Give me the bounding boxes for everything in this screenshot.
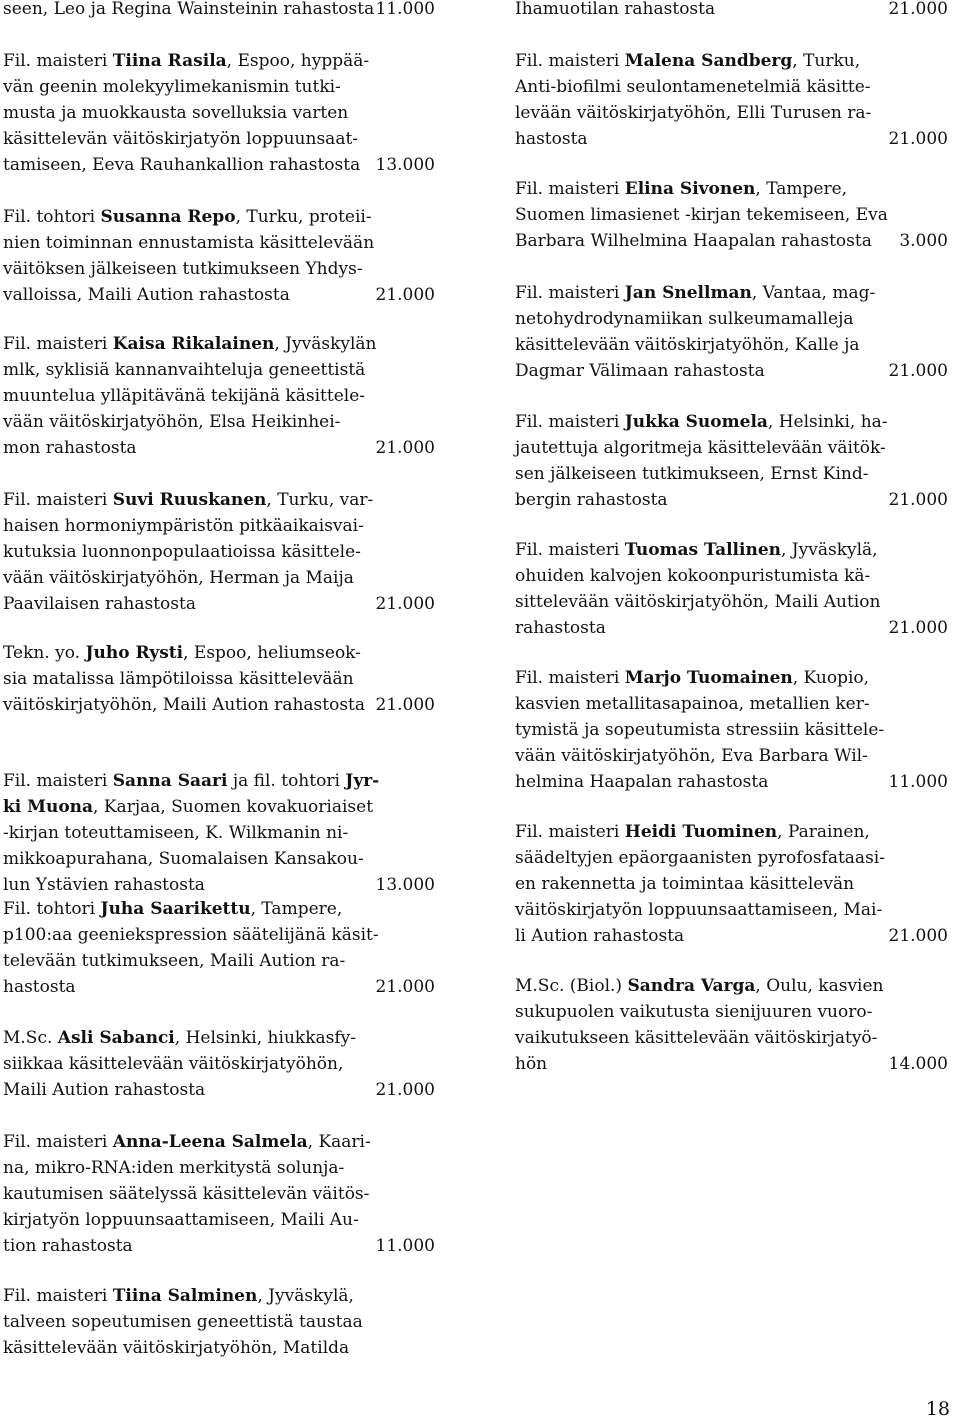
entry-text: , Espoo, hyppää- [226,51,370,71]
grant-amount: 13.000 [375,875,435,895]
entry-line [3,948,435,974]
entry-text: ohuiden kalvojen kokoonpuristumista kä- [515,566,871,586]
entry-line [515,48,948,74]
entry-text: Paavilaisen rahastosta [3,594,196,614]
recipient-name: Jan Snellman [624,283,752,303]
entry-text: sukupuolen vaikutusta sienijuuren vuoro- [515,1002,873,1022]
entry-line [515,435,948,461]
grant-amount: 21.000 [888,361,948,381]
entry-text: säädeltyjen epäorgaanisten pyrofosfataasi- [515,848,885,868]
grant-entry [515,665,948,795]
entry-line [515,0,948,22]
entry-text: , Tampere, [755,179,848,199]
entry-line [515,461,948,487]
entry-line [3,1207,435,1233]
grant-amount: 21.000 [375,438,435,458]
entry-text: lun Ystävien rahastosta [3,875,205,895]
entry-line [3,591,435,617]
entry-text: na, mikro-RNA:iden merkitystä solunja- [3,1158,345,1178]
entry-text: , Jyväskylä, [781,540,878,560]
entry-line [3,539,435,565]
entry-text: vään väitöskirjatyöhön, Elsa Heikinhei- [3,412,341,432]
entry-text: kautumisen säätelyssä käsittelevän väitös- [3,1184,370,1204]
entry-line [3,282,435,308]
entry-text: Fil. maisteri [515,822,625,842]
entry-text: Fil. maisteri [3,490,113,510]
entry-line [3,1129,435,1155]
recipient-name: Sandra Varga [627,976,756,996]
entry-text: en rakennetta ja toimintaa käsittelevän [515,874,855,894]
entry-line [3,331,435,357]
entry-text: M.Sc. (Biol.) [515,976,628,996]
recipient-name: Marjo Tuomainen [624,668,793,688]
entry-text: Fil. tohtori [3,899,101,919]
entry-line [515,871,948,897]
entry-text: vaikutukseen käsittelevään väitöskirjatyö- [515,1028,878,1048]
entry-text: , Espoo, heliumseok- [183,643,361,663]
entry-text: Fil. maisteri [3,334,113,354]
entry-text: li Aution rahastosta [515,926,685,946]
entry-text: , Vantaa, mag- [751,283,876,303]
grant-amount: 14.000 [888,1054,948,1074]
entry-text: , Turku, var- [266,490,374,510]
entry-text: musta ja muokkausta sovelluksia varten [3,103,349,123]
entry-text: Fil. tohtori [3,207,101,227]
entry-text: netohydrodynamiikan sulkeumamalleja [515,309,854,329]
entry-line [515,1025,948,1051]
entry-line [515,1051,948,1077]
entry-text: Fil. maisteri [515,179,625,199]
entry-line [3,640,435,666]
entry-line [515,409,948,435]
entry-line [515,589,948,615]
entry-line [3,1181,435,1207]
grant-entry [3,48,435,178]
entry-line [515,845,948,871]
entry-text: helmina Haapalan rahastosta [515,772,769,792]
entry-text: väitöskirjatyön loppuunsaattamiseen, Mai- [515,900,883,920]
grant-amount: 21.000 [888,926,948,946]
entry-line [3,100,435,126]
entry-text: Fil. maisteri [3,1286,113,1306]
entry-line [515,717,948,743]
grant-entry [3,768,435,898]
entry-text: Fil. maisteri [3,1132,113,1152]
grant-entry [3,204,435,308]
entry-line [515,280,948,306]
grant-entry [515,819,948,949]
grant-amount: 21.000 [888,490,948,510]
entry-line [3,383,435,409]
grant-entry [515,280,948,384]
entry-line [515,819,948,845]
grant-entry [3,1129,435,1259]
recipient-name: Heidi Tuominen [624,822,778,842]
grant-entry [3,896,435,1000]
entry-line [3,204,435,230]
entry-text: muuntelua ylläpitävänä tekijänä käsittele- [3,386,365,406]
recipient-name: Kaisa Rikalainen [112,334,275,354]
entry-text: , Tampere, [250,899,343,919]
entry-text: , Helsinki, hiukkasfy- [174,1028,356,1048]
entry-line [3,896,435,922]
entry-line [515,691,948,717]
grant-amount: 11.000 [375,1236,435,1256]
entry-line [3,48,435,74]
entry-text: Fil. maisteri [3,51,113,71]
grant-amount: 21.000 [375,695,435,715]
entry-text: valloissa, Maili Aution rahastosta [3,285,290,305]
entry-line [3,230,435,256]
entry-line [3,872,435,898]
grant-entry [3,1025,435,1103]
entry-line [3,794,435,820]
entry-text: kutuksia luonnonpopulaatioissa käsittele- [3,542,361,562]
entry-text: talveen sopeutumisen geneettistä taustaa [3,1312,363,1332]
entry-text: , Oulu, kasvien [755,976,884,996]
entry-text: Fil. maisteri [515,51,625,71]
grant-entry [515,537,948,641]
entry-text: tamiseen, Eeva Rauhankallion rahastosta [3,155,361,175]
entry-text: sia matalissa lämpötiloissa käsittelevään [3,669,354,689]
entry-line [3,692,435,718]
entry-text: käsittelevään väitöskirjatyöhön, Matilda [3,1338,350,1358]
recipient-name: Tiina Rasila [112,51,227,71]
entry-line [515,176,948,202]
entry-text: Fil. maisteri [515,540,625,560]
entry-text: seen, Leo ja Regina Wainsteinin rahastosta [3,0,375,19]
entry-text: kasvien metallitasapainoa, metallien ker- [515,694,870,714]
grant-entry [3,640,435,718]
entry-line [515,563,948,589]
recipient-name: Juha Saarikettu [100,899,251,919]
entry-text: käsittelevään väitöskirjatyöhön, Kalle ja [515,335,860,355]
page-number: 18 [925,1398,950,1420]
entry-text: Barbara Wilhelmina Haapalan rahastosta [515,231,872,251]
entry-line [515,923,948,949]
entry-line [3,513,435,539]
entry-text: haisen hormoniympäristön pitkäaikaisvai- [3,516,364,536]
grant-amount: 21.000 [888,618,948,638]
entry-text: rahastosta [515,618,606,638]
entry-line [3,1309,435,1335]
entry-text: Dagmar Välimaan rahastosta [515,361,765,381]
grant-entry [515,176,948,254]
entry-text: Fil. maisteri [515,412,625,432]
entry-line [3,922,435,948]
entry-line [3,357,435,383]
entry-text: vän geenin molekyylimekanismin tutki- [3,77,341,97]
entry-line [3,152,435,178]
recipient-name: Jukka Suomela [624,412,768,432]
entry-line [515,306,948,332]
entry-text: Anti-biofilmi seulontamenetelmiä käsitte- [515,77,871,97]
recipient-name: Elina Sivonen [624,179,756,199]
entry-text: levään väitöskirjatyöhön, Elli Turusen ra- [515,103,872,123]
entry-text: M.Sc. [3,1028,58,1048]
entry-line [3,1077,435,1103]
entry-line [3,768,435,794]
entry-line [515,769,948,795]
grant-amount: 11.000 [888,772,948,792]
grant-amount: 21.000 [375,977,435,997]
entry-line [3,1233,435,1259]
entry-line [3,974,435,1000]
entry-text: käsittelevän väitöskirjatyön loppuunsaat- [3,129,359,149]
entry-line [515,332,948,358]
entry-line [3,565,435,591]
entry-line [3,846,435,872]
entry-text: , Turku, [792,51,861,71]
entry-text: mlk, syklisiä kannanvaihteluja geneettistä [3,360,366,380]
entry-line [3,0,435,22]
recipient-name: Anna-Leena Salmela [112,1132,308,1152]
entry-line [3,74,435,100]
entry-text: jautettuja algoritmeja käsittelevään väitök- [515,438,886,458]
entry-text: bergin rahastosta [515,490,668,510]
grant-amount: 3.000 [899,231,948,251]
grant-entry [3,331,435,461]
entry-text: kirjatyön loppuunsaattamiseen, Maili Au- [3,1210,359,1230]
recipient-name: Tuomas Tallinen [624,540,781,560]
entry-text: televään tutkimukseen, Maili Aution ra- [3,951,346,971]
recipient-name: Asli Sabanci [57,1028,175,1048]
entry-text: vään väitöskirjatyöhön, Eva Barbara Wil- [515,746,868,766]
entry-text: hastosta [515,129,588,149]
entry-text: p100:aa geeniekspression säätelijänä käsit- [3,925,379,945]
entry-line [515,358,948,384]
entry-text: sittelevään väitöskirjatyöhön, Maili Aution [515,592,881,612]
entry-text: , Kaari- [307,1132,371,1152]
grant-entry [3,1283,435,1361]
entry-text: vään väitöskirjatyöhön, Herman ja Maija [3,568,354,588]
entry-text: hön [515,1054,548,1074]
entry-text: väitöksen jälkeiseen tutkimukseen Yhdys- [3,259,363,279]
entry-line [3,820,435,846]
entry-line [3,126,435,152]
entry-text: väitöskirjatyöhön, Maili Aution rahastosta [3,695,366,715]
entry-line [3,666,435,692]
entry-text: sen jälkeiseen tutkimukseen, Ernst Kind- [515,464,869,484]
entry-text: Fil. maisteri [3,771,113,791]
recipient-name: Sanna Saari [112,771,228,791]
grant-amount: 11.000 [375,0,435,19]
entry-text: , Parainen, [777,822,870,842]
grant-entry [515,409,948,513]
entry-text: siikkaa käsittelevään väitöskirjatyöhön, [3,1054,344,1074]
entry-line [515,897,948,923]
entry-text: tion rahastosta [3,1236,133,1256]
recipient-name: Tiina Salminen [112,1286,258,1306]
grant-amount: 21.000 [888,129,948,149]
recipient-name: ki Muona [3,797,94,817]
entry-line [3,1051,435,1077]
grant-amount: 21.000 [375,1080,435,1100]
entry-text: ja fil. tohtori [227,771,346,791]
recipient-name: Jyr- [345,771,380,791]
entry-line [3,1025,435,1051]
recipient-name: Suvi Ruuskanen [112,490,267,510]
entry-text: mon rahastosta [3,438,137,458]
entry-text: Tekn. yo. [3,643,86,663]
recipient-name: Juho Rysti [85,643,184,663]
entry-text: , Helsinki, ha- [767,412,888,432]
grant-entry [515,48,948,152]
entry-line [3,1283,435,1309]
entry-line [515,537,948,563]
entry-line [515,999,948,1025]
entry-line [515,100,948,126]
grant-amount: 13.000 [375,155,435,175]
entry-text: mikkoapurahana, Suomalaisen Kansakou- [3,849,364,869]
grant-entry [515,973,948,1077]
entry-text: , Turku, proteii- [235,207,372,227]
entry-line [515,487,948,513]
entry-text: Fil. maisteri [515,283,625,303]
entry-text: , Jyväskylä, [257,1286,354,1306]
grant-amount: 21.000 [375,594,435,614]
entry-line [3,1155,435,1181]
entry-text: Suomen limasienet -kirjan tekemiseen, Eva [515,205,888,225]
grant-entry [515,0,948,22]
grant-entry [3,0,435,22]
entry-line [515,202,948,228]
entry-line [3,1335,435,1361]
entry-line [3,435,435,461]
entry-line [515,74,948,100]
grant-amount: 21.000 [888,0,948,19]
entry-text: , Karjaa, Suomen kovakuoriaiset [93,797,374,817]
entry-line [3,256,435,282]
grant-entry [3,487,435,617]
entry-line [515,973,948,999]
entry-line [515,126,948,152]
entry-line [515,665,948,691]
entry-line [515,743,948,769]
entry-text: -kirjan toteuttamiseen, K. Wilkmanin ni- [3,823,349,843]
entry-text: , Kuopio, [792,668,870,688]
entry-text: , Jyväskylän [274,334,377,354]
entry-line [515,615,948,641]
entry-text: nien toiminnan ennustamista käsittelevään [3,233,375,253]
entry-line [3,487,435,513]
entry-text: Maili Aution rahastosta [3,1080,206,1100]
entry-text: hastosta [3,977,76,997]
entry-text: tymistä ja sopeutumista stressiin käsittele- [515,720,885,740]
recipient-name: Malena Sandberg [624,51,793,71]
recipient-name: Susanna Repo [100,207,236,227]
entry-text: Ihamuotilan rahastosta [515,0,716,19]
grant-amount: 21.000 [375,285,435,305]
entry-line [515,228,948,254]
entry-line [3,409,435,435]
entry-text: Fil. maisteri [515,668,625,688]
